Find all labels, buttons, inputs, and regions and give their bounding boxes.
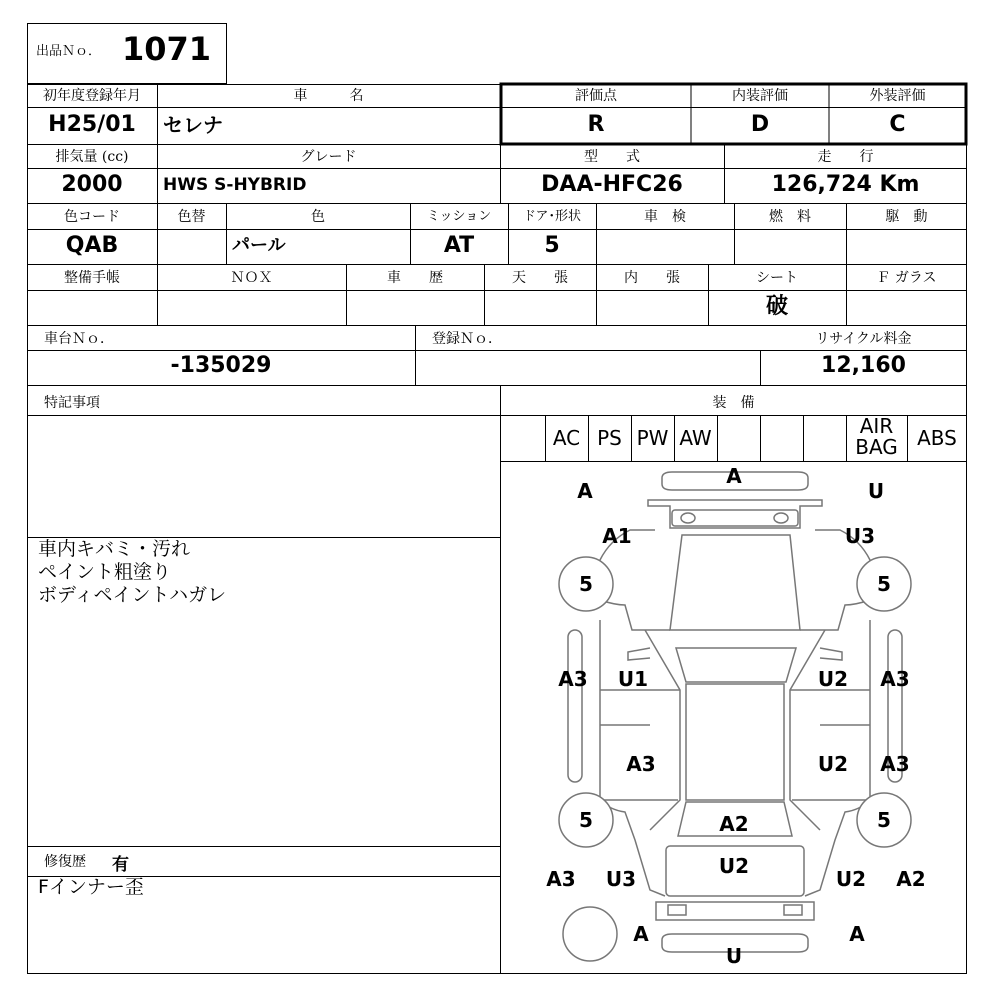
mark-left-rear-tire: 5 [579, 808, 593, 832]
repaint-label: 色替 [177, 209, 206, 225]
grade-value: HWS S-HYBRID [163, 175, 307, 195]
mark-left-front-fender: A1 [602, 524, 632, 548]
mark-right-rear-sill: A3 [880, 752, 910, 776]
equipment-item: PS [597, 426, 622, 450]
mark-right-front-fender: U3 [844, 524, 876, 548]
mark-left-rear-door: A3 [626, 752, 656, 776]
transmission-label: ミッション [426, 209, 492, 224]
color-value: パール [232, 235, 286, 256]
color-code-label: 色コード [64, 209, 120, 225]
interior-lining-label: 内 張 [624, 270, 680, 286]
chassis-value: -135029 [170, 353, 272, 378]
score-label: 評価点 [575, 88, 617, 104]
note-line: ペイント粗塗り [38, 561, 172, 583]
nox-label: ＮＯＸ [230, 270, 273, 286]
note-line: ボディペイントハガレ [38, 584, 227, 606]
displacement-value: 2000 [61, 172, 123, 197]
history-label: 車 歴 [387, 270, 443, 286]
color-label: 色 [311, 209, 325, 225]
lot-number: 1071 [122, 30, 212, 68]
score-value: R [587, 112, 605, 137]
mark-left-front-door: U1 [617, 667, 649, 691]
drive-label: 駆 動 [885, 209, 928, 225]
f-glass-label: Ｆ ガラス [876, 270, 937, 286]
mark-back-door: U2 [718, 854, 750, 878]
equipment-item: PW [636, 426, 669, 450]
seat-value: 破 [765, 294, 788, 319]
displacement-label: 排気量 (cc) [55, 149, 129, 165]
mark-left-rear-quarter: A3 [546, 867, 576, 891]
first-reg-value: H25/01 [48, 112, 136, 137]
mark-front-bumper: A [726, 464, 742, 488]
mark-right-sill: A3 [880, 667, 910, 691]
mark-front-right-corner: U [867, 479, 885, 503]
mark-left-front-tire: 5 [579, 572, 593, 596]
inspection-label: 車 検 [644, 209, 686, 225]
mark-rear-right-corner: A [849, 922, 865, 946]
mark-right-front-door: U2 [817, 667, 849, 691]
mark-front-left-corner: A [577, 479, 593, 503]
repair-history-value: 有 [112, 855, 129, 875]
lot-number-label: 出品Ｎｏ． [36, 44, 102, 59]
doors-value: 5 [544, 233, 560, 258]
mark-rear-window: A2 [719, 812, 749, 836]
mark-right-rear-fender: U2 [835, 867, 867, 891]
maintenance-label: 整備手帳 [64, 270, 120, 286]
roof-label: 天 張 [512, 270, 568, 286]
repair-history-label: 修復歴 [44, 854, 86, 870]
registration-label: 登録Ｎｏ． [432, 331, 502, 347]
color-code-value: QAB [65, 233, 119, 258]
transmission-value: AT [443, 233, 475, 258]
equipment-item-airbag: AIR BAG [855, 414, 898, 459]
exterior-eval-label: 外装評価 [869, 88, 926, 104]
note-line: 車内キバミ・汚れ [38, 538, 191, 560]
mark-rear-left-corner: A [633, 922, 649, 946]
equipment-item: ABS [917, 426, 957, 450]
recycle-value: 12,160 [821, 353, 906, 378]
fuel-label: 燃 料 [769, 209, 811, 225]
interior-eval-label: 内装評価 [732, 88, 788, 104]
recycle-label: リサイクル料金 [815, 331, 912, 347]
mark-rear-bumper: U [725, 944, 743, 968]
mark-right-rear-quarter: A2 [896, 867, 926, 891]
equipment-item: AW [679, 426, 712, 450]
seat-label: シート [756, 270, 798, 286]
mark-right-rear-tire: 5 [877, 808, 891, 832]
grade-label: グレード [300, 149, 357, 165]
model-value: DAA-HFC26 [541, 172, 683, 197]
notes-label: 特記事項 [44, 395, 100, 411]
mark-right-rear-door: U2 [817, 752, 849, 776]
mileage-label: 走 行 [817, 149, 874, 165]
chassis-label: 車台Ｎｏ． [44, 331, 114, 347]
mark-right-front-tire: 5 [877, 572, 891, 596]
car-name-label: 車 名 [293, 88, 364, 104]
mark-left-sill: A3 [558, 667, 588, 691]
interior-eval-value: D [750, 112, 770, 137]
equipment-item: AC [552, 426, 581, 450]
doors-label: ドア･形状 [522, 209, 582, 224]
mileage-value: 126,724 Km [771, 172, 920, 197]
car-name-value: セレナ [163, 113, 223, 137]
equipment-label: 装 備 [712, 395, 755, 411]
exterior-eval-value: C [889, 112, 906, 137]
mark-left-rear-fender: U3 [605, 867, 637, 891]
first-reg-label: 初年度登録年月 [43, 88, 141, 104]
repair-line: Fインナー歪 [38, 876, 144, 898]
model-label: 型 式 [584, 149, 640, 165]
